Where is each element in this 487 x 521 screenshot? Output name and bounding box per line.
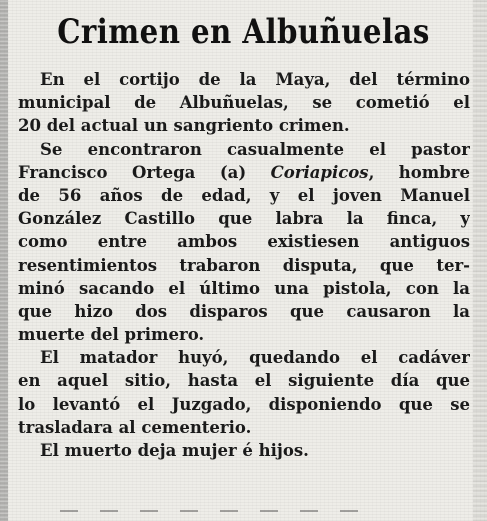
text-line: como entre ambos existiesen antiguos xyxy=(18,232,470,252)
text-line: trasladara al cementerio. xyxy=(18,417,252,437)
line-segment: , hombre xyxy=(368,162,470,182)
closing-line: El muerto deja mujer é hijos. xyxy=(40,441,309,460)
article-body xyxy=(18,68,470,462)
text-line: González Castillo que labra la finca, y xyxy=(18,209,470,229)
text-line: en aquel sitio, hasta el siguiente día que xyxy=(18,371,470,391)
text-line: Se encontraron casualmente el pastor xyxy=(40,139,470,159)
italic-nickname: Coriapicos xyxy=(270,162,369,182)
article-headline: Crimen en Albuñuelas xyxy=(57,12,430,52)
text-line: muerte del primero. xyxy=(18,325,205,345)
text-line: El matador huyó, quedando el cadáver xyxy=(40,348,470,368)
line-segment: Francisco Ortega (a) xyxy=(18,162,271,182)
scan-left-edge xyxy=(0,0,8,521)
text-line: que hizo dos disparos que causaron la xyxy=(18,301,470,321)
text-line: En el cortijo de la Maya, del término xyxy=(40,70,470,89)
text-line: resentimientos trabaron disputa, que ter- xyxy=(18,255,470,275)
text-line: lo levantó el Juzgado, disponiendo que se xyxy=(18,394,470,414)
text-line-with-italic xyxy=(18,161,470,184)
text-line: de 56 años de edad, y el joven Manuel xyxy=(18,185,470,205)
text-line: 20 del actual un sangriento crimen. xyxy=(18,116,350,136)
text-line: municipal de Albuñuelas, se cometió el xyxy=(18,93,470,113)
scan-right-edge xyxy=(473,0,487,521)
bottom-rule xyxy=(60,510,360,512)
text-line: minó sacando el último una pistola, con la xyxy=(18,278,470,298)
